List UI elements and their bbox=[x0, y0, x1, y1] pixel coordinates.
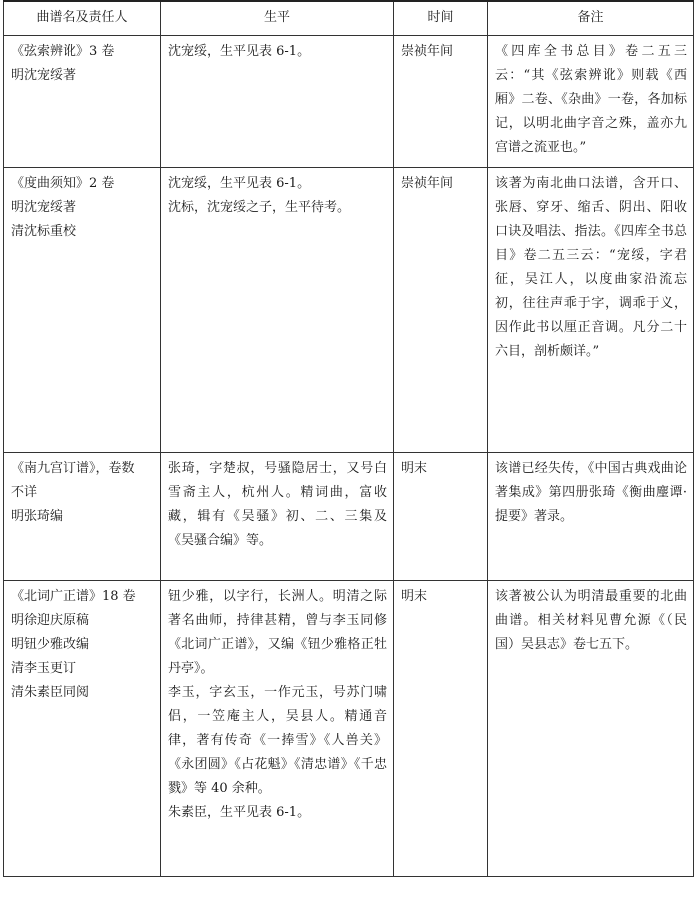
bio-cell bbox=[161, 36, 394, 168]
table-row bbox=[4, 581, 694, 877]
bio-text: 沈宠绥，生平见表 6-1。 bbox=[168, 44, 311, 59]
header-time-cell: 时间 bbox=[394, 1, 488, 36]
title-line: 明徐迎庆原稿 bbox=[11, 613, 90, 628]
title-cell bbox=[4, 168, 161, 453]
time-text: 明末 bbox=[401, 589, 428, 604]
time-text: 明末 bbox=[401, 461, 428, 476]
time-cell bbox=[394, 581, 488, 877]
note-cell bbox=[488, 168, 694, 453]
table-row bbox=[4, 36, 694, 168]
table-row bbox=[4, 453, 694, 581]
header-bio-cell: 生平 bbox=[161, 1, 394, 36]
table-row bbox=[4, 168, 694, 453]
title-line: 明钮少雅改编 bbox=[11, 637, 90, 652]
time-text: 崇祯年间 bbox=[401, 44, 454, 59]
note-cell bbox=[488, 453, 694, 581]
qupu-table bbox=[3, 0, 694, 877]
bio-cell bbox=[161, 168, 394, 453]
table-header-row bbox=[4, 1, 694, 36]
title-cell bbox=[4, 36, 161, 168]
note-cell bbox=[488, 36, 694, 168]
title-line: 《北词广正谱》18 卷 bbox=[11, 589, 136, 604]
bio-paragraph: 朱素臣，生平见表 6-1。 bbox=[168, 805, 311, 820]
bio-line: 沈标，沈宠绥之子，生平待考。 bbox=[168, 200, 351, 215]
bio-cell bbox=[161, 581, 394, 877]
note-cell bbox=[488, 581, 694, 877]
title-line: 清李玉更订 bbox=[11, 661, 77, 676]
bio-line: 沈宠绥，生平见表 6-1。 bbox=[168, 176, 311, 191]
title-line: 清沈标重校 bbox=[11, 224, 77, 239]
header-note-cell: 备注 bbox=[488, 1, 694, 36]
bio-text: 张琦，字楚叔，号骚隐居士，又号白雪斋主人，杭州人。精词曲，富收藏，辑有《吴骚》初、二、三集及《吴骚合编》等。 bbox=[168, 461, 387, 548]
title-line: 明张琦编 bbox=[11, 509, 64, 524]
time-text: 崇祯年间 bbox=[401, 176, 454, 191]
note-text: 该著被公认为明清最重要的北曲曲谱。相关材料见曹允源《（民国）吴县志》卷七五下。 bbox=[495, 589, 687, 652]
time-cell bbox=[394, 453, 488, 581]
title-line: 明沈宠绥著 bbox=[11, 68, 77, 83]
title-cell bbox=[4, 581, 161, 877]
note-text: 《四库全书总目》卷二五三云：“其《弦索辨讹》则载《西厢》二卷、《杂曲》一卷，各加标记，以明北曲字音之殊，盖亦九宫谱之流亚也。” bbox=[495, 44, 687, 155]
note-text: 该著为南北曲口法谱，含开口、张唇、穿牙、缩舌、阴出、阳收口诀及唱法、指法。《四库全书总目》卷二五三云：“宠绥，字君征，吴江人，以度曲家沿流忘初，往往声乖于字，调乖于义，因作此书以厘正音调。凡分二十六目，剖析颇详。” bbox=[495, 176, 687, 359]
header-title-cell: 曲谱名及责任人 bbox=[4, 1, 161, 36]
note-text: 该谱已经失传，《中国古典戏曲论著集成》第四册张琦《衡曲麈谭·提要》著录。 bbox=[495, 461, 687, 524]
title-line: 不详 bbox=[11, 485, 38, 500]
title-line: 清朱素臣同阅 bbox=[11, 685, 90, 700]
title-line: 《南九宫订谱》，卷数 bbox=[11, 461, 135, 476]
title-line: 明沈宠绥著 bbox=[11, 200, 77, 215]
title-line: 《弦索辨讹》3 卷 bbox=[11, 44, 115, 59]
bio-cell bbox=[161, 453, 394, 581]
time-cell bbox=[394, 36, 488, 168]
time-cell bbox=[394, 168, 488, 453]
title-line: 《度曲须知》2 卷 bbox=[11, 176, 115, 191]
bio-paragraph: 李玉，字玄玉，一作元玉，号苏门啸侣，一笠庵主人，吴县人。精通音律，著有传奇《一捧雪》《人兽关》《永团圆》《占花魁》《清忠谱》《千忠戮》等 40 余种。 bbox=[168, 685, 387, 796]
bio-paragraph: 钮少雅，以字行，长洲人。明清之际著名曲师，持律甚精，曾与李玉同修《北词广正谱》，又编《钮少雅格正牡丹亭》。 bbox=[168, 589, 387, 676]
title-cell bbox=[4, 453, 161, 581]
